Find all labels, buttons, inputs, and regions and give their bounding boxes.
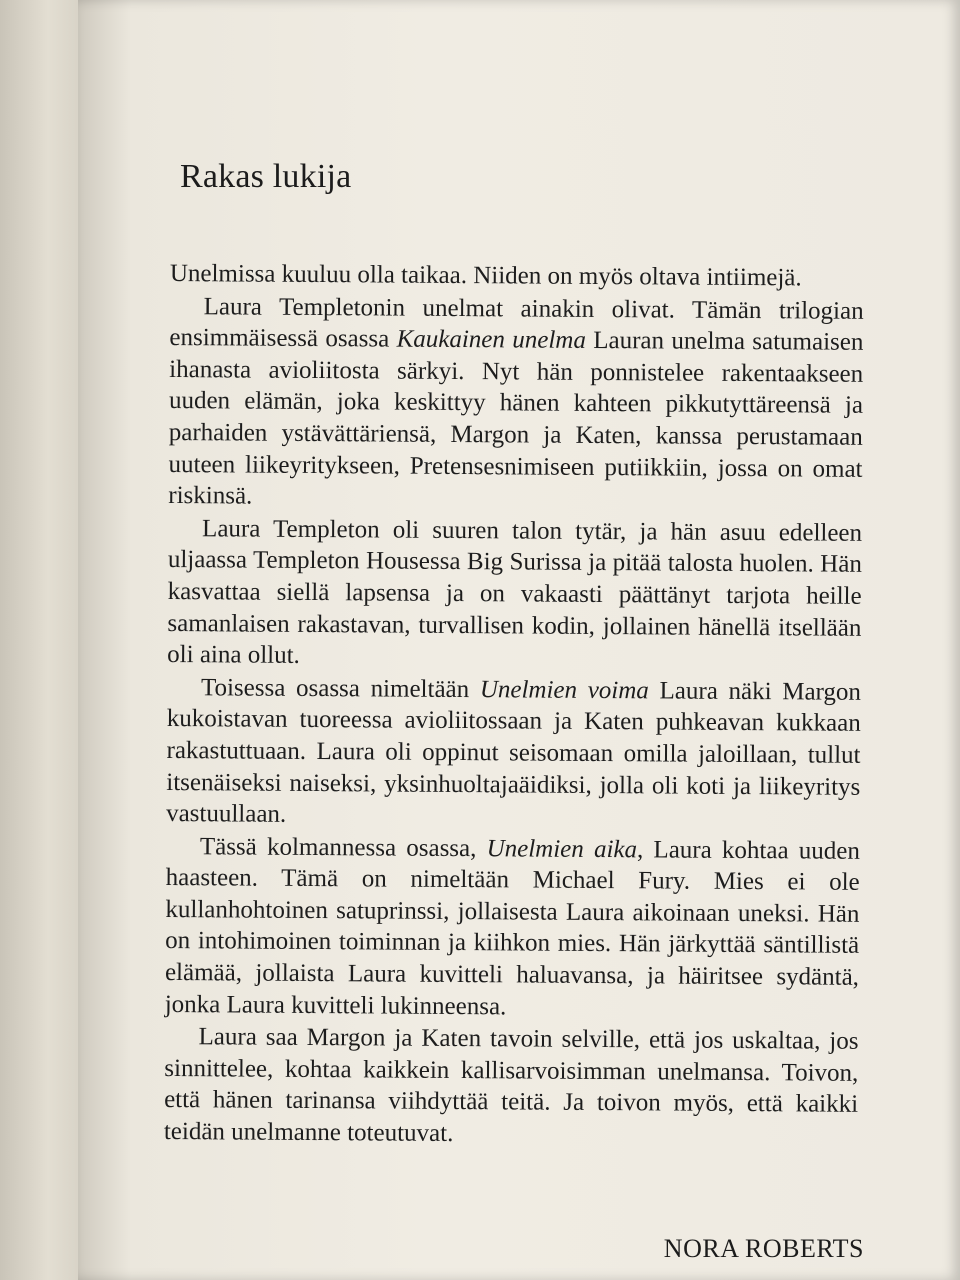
paragraph-text: , Laura kohtaa uuden haasteen. Tämä on nimeltään Michael Fury. Mies ei ole kullanhohtoinen satuprinssi, jollaisesta Laura aikoinaan uneksi. Hän on intohimoinen toiminnan ja kiihkon mies. Hän järkyttää säntillistä elämää, jollaista Laura kuvitteli haluavansa, ja häiritsee sydäntä, jonka Laura kuvitteli lukinneensa. bbox=[164, 835, 860, 1021]
paragraph bbox=[168, 291, 864, 517]
page-title: Rakas lukija bbox=[180, 158, 352, 195]
author-signature: NORA ROBERTS bbox=[663, 1234, 864, 1263]
book-title-italic: Kaukainen unelma bbox=[396, 325, 586, 355]
book-spine-shadow bbox=[0, 0, 80, 1280]
paragraph bbox=[166, 672, 861, 835]
paragraph-text: Laura Templetonin unelmat ainakin olivat. Tämän trilogian ensimmäisessä osassa bbox=[169, 292, 864, 353]
book-title-italic: Unelmien voima bbox=[479, 675, 649, 705]
paragraph bbox=[170, 258, 864, 294]
paragraph bbox=[165, 831, 860, 1025]
paragraph-text: Lauran unelma satumaisen ihanasta avioliitosta särkyi. Nyt hän ponnistelee rakentaakseen uuden elämän, joka keskittyy hänen kahteen pikkutyttäreensä ja parhaiden ystävättäriensä, Margon ja Katen, kanssa perustamaan uuteen liikeyritykseen, Pretensesnimiseen putiikkiin, jossa on omat riskinsä. bbox=[168, 327, 864, 510]
paragraph-text: Unelmissa kuuluu olla taikaa. Niiden on myös oltava intiimejä. bbox=[169, 259, 802, 292]
paragraph-text: Tässä kolmannessa osassa, bbox=[199, 832, 487, 862]
paragraph-text: Toisessa osassa nimeltään bbox=[200, 673, 480, 703]
paragraph-text: Laura saa Margon ja Katen tavoin selville, että jos uskaltaa, jos sinnittelee, kohtaa kaikkein kallisarvoisimman unelmansa. Toivon, että hänen tarinansa viihdyttää teitä. Ja toivon myös, että kaikki teidän unelmanne toteutuvat. bbox=[163, 1023, 859, 1148]
paragraph bbox=[164, 1021, 859, 1152]
paragraph-text: Laura Templeton oli suuren talon tytär, ja hän asuu edelleen uljaassa Templeton Housessa Big Surissa ja pitää talosta huolen. Hän kasvattaa siellä lapsensa ja on vakaasti päättänyt tarjota heille samanlaisen rakastavan, turvallisen kodin, jollainen hänellä itsellään oli aina ollut. bbox=[167, 514, 863, 670]
letter-body bbox=[164, 258, 864, 1152]
paragraph-text: Laura näki Margon kukoistavan tuoreessa avioliitossaan ja Katen puhkeavan kukkaan rakastuttuaan. Laura oli oppinut seisomaan omilla jaloillaan, tullut itsenäiseksi naiseksi, yksinhuoltajaäidiksi, jolla oli koti ja liikeyritys vastuullaan. bbox=[166, 677, 862, 828]
book-title-italic: Unelmien aika bbox=[486, 834, 638, 863]
paragraph bbox=[167, 513, 862, 676]
